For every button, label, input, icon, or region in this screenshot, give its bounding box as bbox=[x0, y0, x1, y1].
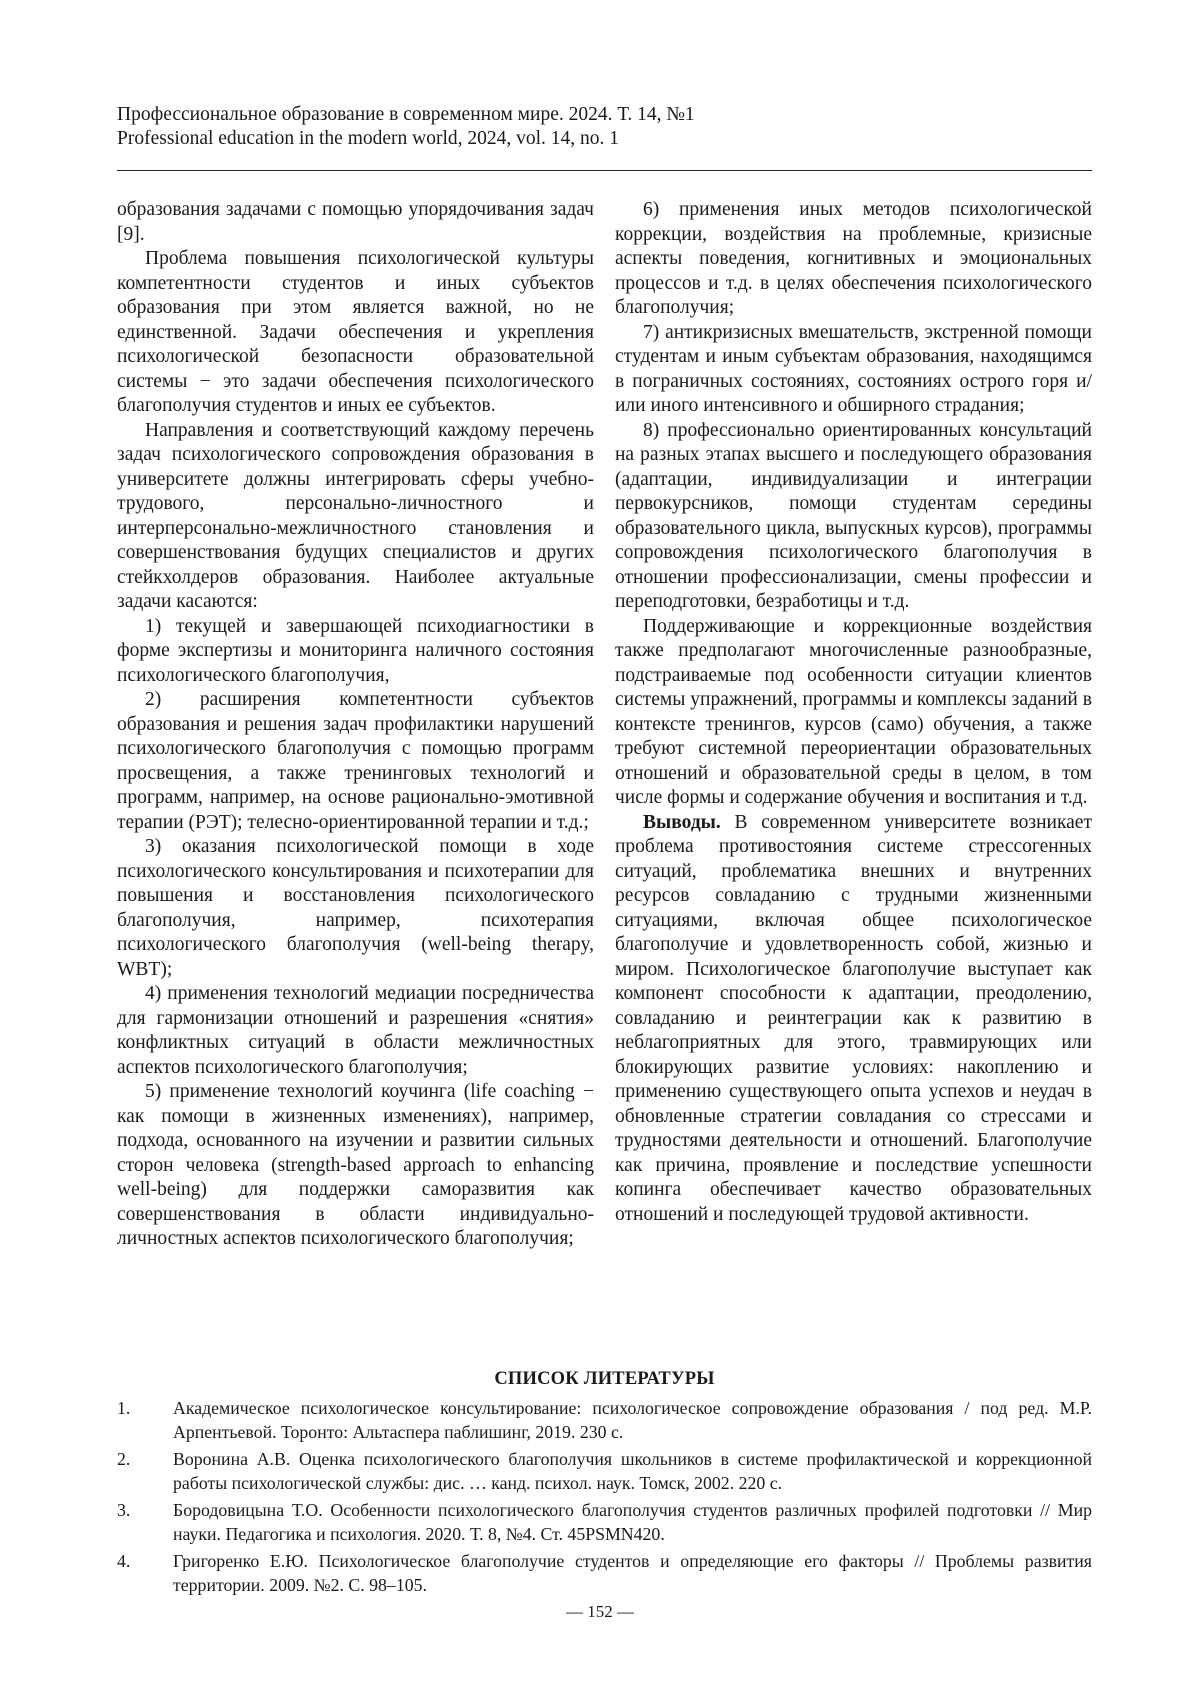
header-divider bbox=[117, 170, 1092, 171]
left-column bbox=[117, 198, 594, 1252]
journal-title-ru: Профессиональное образование в современном мире. 2024. Т. 14, №1 bbox=[117, 104, 695, 125]
reference-item bbox=[117, 1447, 1092, 1495]
reference-item bbox=[117, 1396, 1092, 1444]
reference-item bbox=[117, 1549, 1092, 1597]
list-paragraph: 8) профессионально ориентированных консультаций на разных этапах высшего и последующего образования (адаптации, индивидуализации и интеграции первокурсников, помощи студентам середины образовательного цикла, выпускных курсов), программы сопровождения психологического благополучия в отношении профессионализации, смены профессии и переподготовки, безработицы и т.д. bbox=[615, 419, 1092, 612]
reference-item bbox=[117, 1498, 1092, 1546]
conclusions-heading: Выводы. bbox=[643, 811, 721, 833]
reference-text: Воронина А.В. Оценка психологического благополучия школьников в системе профилактической и коррекционной работы психологической службы: дис. … канд. психол. наук. Томск, 2002. 220 с. bbox=[173, 1449, 1092, 1493]
references-title: СПИСОК ЛИТЕРАТУРЫ bbox=[494, 1369, 715, 1389]
list-paragraph: 1) текущей и завершающей психодиагностики в форме экспертизы и мониторинга наличного состояния психологического благополучия, bbox=[117, 615, 594, 686]
paragraph: Проблема повышения психологической культуры компетентности студентов и иных субъектов образования при этом является важной, но не единственной. Задачи обеспечения и укрепления психологической безопасности образовательной системы − это задачи обеспечения психологического благополучия студентов и иных ее субъектов. bbox=[117, 248, 594, 416]
paragraph: Направления и соответствующий каждому перечень задач психологического сопровождения образования в университете должны интегрировать сферы учебно-трудового, персонально-личностного и интерперсонально-межличностного становления и совершенствования будущих специалистов и других стейкхолдеров образования. Наиболее актуальные задачи касаются: bbox=[117, 419, 594, 612]
conclusions-paragraph bbox=[615, 811, 1092, 1228]
reference-number: 2. bbox=[117, 1449, 131, 1469]
reference-text: Академическое психологическое консультирование: психологическое сопровождение образования / под ред. М.Р. Арпентьевой. Торонто: Альтаспера паблишинг, 2019. 230 с. bbox=[173, 1398, 1092, 1442]
list-paragraph: 5) применение технологий коучинга (life coaching − как помощи в жизненных изменениях), например, подхода, основанного на изучении и развитии сильных сторон человека (strength-based approach to enhancing well-being) для поддержки саморазвития как совершенствования в области индивидуально-личностных аспектов психологического благополучия; bbox=[117, 1081, 594, 1249]
reference-number: 3. bbox=[117, 1500, 131, 1520]
list-paragraph: 4) применения технологий медиации посредничества для гармонизации отношений и разрешения «снятия» конфликтных ситуаций в области межличностных аспектов психологического благополучия; bbox=[117, 983, 594, 1078]
body-columns bbox=[117, 198, 1092, 1252]
list-paragraph: 7) антикризисных вмешательств, экстренной помощи студентам и иным субъектам образования, находящимся в пограничных состояниях, состояниях острого горя и/или иного интенсивного и обширного страдания; bbox=[615, 321, 1092, 416]
running-header bbox=[117, 103, 1092, 151]
conclusions-text: В современном университете возникает проблема противостояния системе стрессогенных ситуаций, проблематика внешних и внутренних ресурсов совладанию с трудными жизненными ситуациями, включая общее психологическое благополучие и удовлетворенность собой, жизнью и миром. Психологическое благополучие выступает как компонент способности к адаптации, преодолению, совладанию и реинтеграции как к развитию в неблагоприятных для этого, травмирующих или блокирующих развитие условиях: накоплению и применению существующего опыта успехов и неудач в обновленные стратегии совладания со стрессами и трудностями деятельности и отношений. Благополучие как причина, проявление и последствие успешности копинга обеспечивает качество образовательных отношений и последующей трудовой активности. bbox=[615, 811, 1092, 1225]
reference-number: 4. bbox=[117, 1551, 131, 1571]
references-list bbox=[117, 1396, 1092, 1600]
list-paragraph: 2) расширения компетентности субъектов образования и решения задач профилактики нарушений психологического благополучия с помощью программ просвещения, а также тренинговых технологий и программ, например, на основе рационально-эмотивной терапии (РЭТ); телесно-ориентированной терапии и т.д.; bbox=[117, 689, 594, 833]
list-paragraph: 3) оказания психологической помощи в ходе психологического консультирования и психотерапии для повышения и восстановления психологического благополучия, например, психотерапия психологического благополучия (well-being therapy, WBT); bbox=[117, 836, 594, 980]
list-paragraph: 6) применения иных методов психологической коррекции, воздействия на проблемные, кризисные аспекты поведения, когнитивных и эмоциональных процессов и т.д. в целях обеспечения психологического благополучия; bbox=[615, 199, 1092, 318]
paragraph: образования задачами с помощью упорядочивания задач [9]. bbox=[117, 199, 594, 245]
right-column bbox=[615, 198, 1092, 1252]
reference-text: Бородовицына Т.О. Особенности психологического благополучия студентов различных профилей подготовки // Мир науки. Педагогика и психология. 2020. Т. 8, №4. Ст. 45PSMN420. bbox=[173, 1500, 1092, 1544]
reference-text: Григоренко Е.Ю. Психологическое благополучие студентов и определяющие его факторы // Проблемы развития территории. 2009. №2. С. 98–105. bbox=[173, 1551, 1092, 1595]
reference-number: 1. bbox=[117, 1398, 131, 1418]
page-number: — 152 — bbox=[566, 1602, 634, 1621]
paragraph: Поддерживающие и коррекционные воздействия также предполагают многочисленные разнообразные, подстраиваемые под особенности ситуации клиентов системы упражнений, программы и комплексы заданий в контексте тренингов, курсов (само) обучения, а также требуют системной переориентации образовательных отношений и образовательной среды в целом, в том числе формы и содержание обучения и воспитания и т.д. bbox=[615, 615, 1092, 808]
journal-title-en: Professional education in the modern world, 2024, vol. 14, no. 1 bbox=[117, 128, 620, 149]
